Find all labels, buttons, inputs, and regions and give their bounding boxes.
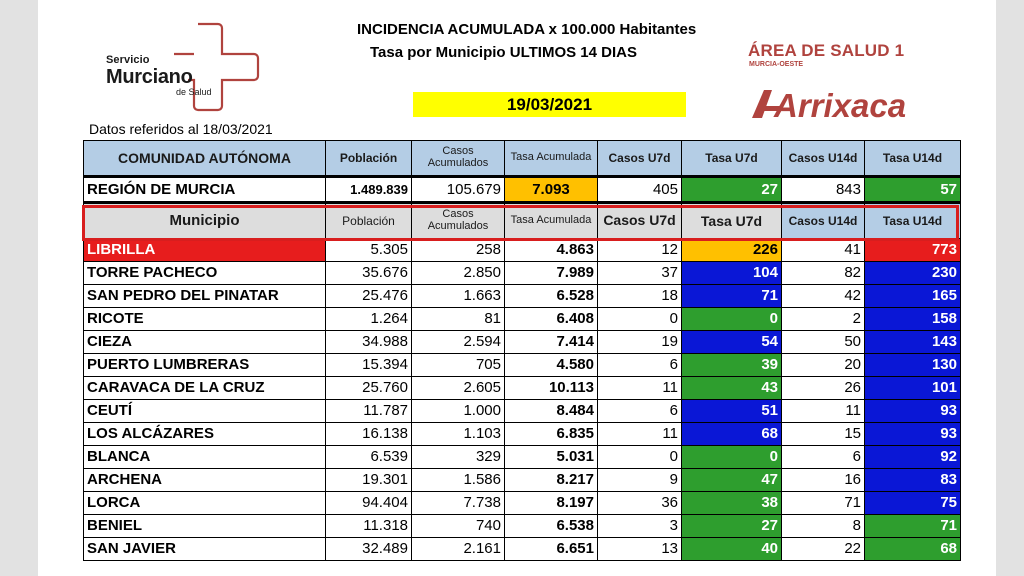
municipio-casos14: 11 (782, 400, 865, 423)
left-margin (0, 0, 38, 576)
header-comunidad: COMUNIDAD AUTÓNOMA (84, 141, 326, 177)
municipio-tasa14: 773 (865, 239, 961, 262)
municipio-tasa7: 43 (682, 377, 782, 400)
municipio-tasa: 6.835 (505, 423, 598, 446)
municipio-casos: 1.663 (412, 285, 505, 308)
municipio-tasa14: 130 (865, 354, 961, 377)
header-casos-acumulados: Casos Acumulados (412, 141, 505, 177)
subheader-casos-u14d: Casos U14d (782, 203, 865, 239)
header-casos-u7d: Casos U7d (598, 141, 682, 177)
municipio-tasa7: 47 (682, 469, 782, 492)
municipio-casos: 1.586 (412, 469, 505, 492)
table-row (84, 469, 961, 492)
municipio-casos14: 20 (782, 354, 865, 377)
municipio-casos: 2.594 (412, 331, 505, 354)
municipio-casos: 1.000 (412, 400, 505, 423)
header-casos-u14d: Casos U14d (782, 141, 865, 177)
sms-logo (103, 22, 268, 112)
subheader-municipio: Municipio (84, 203, 326, 239)
municipio-casos14: 41 (782, 239, 865, 262)
municipio-casos14: 6 (782, 446, 865, 469)
municipio-name: SAN JAVIER (84, 538, 326, 561)
municipio-name: LIBRILLA (84, 239, 326, 262)
subheader-casos-u7d: Casos U7d (598, 203, 682, 239)
subheader-tasa-u14d: Tasa U14d (865, 203, 961, 239)
municipio-casos: 2.605 (412, 377, 505, 400)
municipio-casos14: 16 (782, 469, 865, 492)
municipio-tasa: 5.031 (505, 446, 598, 469)
municipio-casos14: 26 (782, 377, 865, 400)
incidence-table (83, 140, 961, 561)
municipio-tasa14: 143 (865, 331, 961, 354)
subheader-tasa-u7d: Tasa U7d (682, 203, 782, 239)
hospital-name: Arrixaca (774, 87, 907, 124)
municipio-name: CEUTÍ (84, 400, 326, 423)
municipio-tasa: 6.538 (505, 515, 598, 538)
logo-line3: de Salud (176, 87, 212, 97)
municipio-name: BLANCA (84, 446, 326, 469)
region-casos14: 843 (782, 177, 865, 203)
municipio-tasa14: 93 (865, 400, 961, 423)
right-margin (996, 0, 1024, 576)
municipio-casos7: 13 (598, 538, 682, 561)
municipio-tasa: 7.414 (505, 331, 598, 354)
municipio-casos7: 19 (598, 331, 682, 354)
municipio-tasa7: 38 (682, 492, 782, 515)
data-reference-note: Datos referidos al 18/03/2021 (89, 121, 273, 137)
municipio-name: LOS ALCÁZARES (84, 423, 326, 446)
municipio-name: RICOTE (84, 308, 326, 331)
municipio-poblacion: 35.676 (326, 262, 412, 285)
municipio-casos14: 22 (782, 538, 865, 561)
region-poblacion: 1.489.839 (326, 177, 412, 203)
municipio-tasa: 8.484 (505, 400, 598, 423)
municipio-poblacion: 11.318 (326, 515, 412, 538)
table-row (84, 285, 961, 308)
municipio-name: ARCHENA (84, 469, 326, 492)
municipio-casos7: 36 (598, 492, 682, 515)
municipio-poblacion: 94.404 (326, 492, 412, 515)
logo-line1: Servicio (106, 54, 150, 66)
header-tasa-acumulada: Tasa Acumulada (505, 141, 598, 177)
municipio-poblacion: 15.394 (326, 354, 412, 377)
subheader-poblacion: Población (326, 203, 412, 239)
municipio-tasa14: 71 (865, 515, 961, 538)
municipio-tasa7: 40 (682, 538, 782, 561)
region-casos: 105.679 (412, 177, 505, 203)
region-tasa: 7.093 (505, 177, 598, 203)
municipio-poblacion: 11.787 (326, 400, 412, 423)
table-row (84, 262, 961, 285)
municipio-casos14: 71 (782, 492, 865, 515)
municipio-casos7: 11 (598, 377, 682, 400)
municipio-casos7: 37 (598, 262, 682, 285)
municipio-casos7: 0 (598, 308, 682, 331)
subheader-tasa-acumulada: Tasa Acumulada (505, 203, 598, 239)
municipio-tasa7: 104 (682, 262, 782, 285)
municipio-tasa7: 0 (682, 308, 782, 331)
table-row (84, 331, 961, 354)
municipio-casos7: 18 (598, 285, 682, 308)
municipio-tasa: 4.863 (505, 239, 598, 262)
municipio-casos14: 82 (782, 262, 865, 285)
table-row (84, 492, 961, 515)
header-tasa-u14d: Tasa U14d (865, 141, 961, 177)
region-row (84, 177, 961, 203)
municipio-tasa: 8.217 (505, 469, 598, 492)
municipio-tasa7: 0 (682, 446, 782, 469)
municipio-tasa14: 83 (865, 469, 961, 492)
municipio-tasa14: 75 (865, 492, 961, 515)
municipio-poblacion: 32.489 (326, 538, 412, 561)
report-subtitle: Tasa por Municipio ULTIMOS 14 DIAS (370, 44, 637, 61)
table-row (84, 538, 961, 561)
municipio-name: PUERTO LUMBRERAS (84, 354, 326, 377)
municipio-poblacion: 25.476 (326, 285, 412, 308)
municipio-tasa14: 165 (865, 285, 961, 308)
municipio-tasa14: 93 (865, 423, 961, 446)
municipio-name: SAN PEDRO DEL PINATAR (84, 285, 326, 308)
municipio-casos14: 8 (782, 515, 865, 538)
region-name: REGIÓN DE MURCIA (84, 177, 326, 203)
municipio-name: BENIEL (84, 515, 326, 538)
region-casos7: 405 (598, 177, 682, 203)
municipio-name: CIEZA (84, 331, 326, 354)
municipio-header-row (84, 203, 961, 239)
municipio-tasa: 7.989 (505, 262, 598, 285)
table-row (84, 354, 961, 377)
region-tasa7: 27 (682, 177, 782, 203)
municipio-tasa: 8.197 (505, 492, 598, 515)
municipio-poblacion: 34.988 (326, 331, 412, 354)
municipio-casos: 1.103 (412, 423, 505, 446)
municipio-name: LORCA (84, 492, 326, 515)
municipio-casos: 2.850 (412, 262, 505, 285)
municipio-casos7: 12 (598, 239, 682, 262)
municipio-tasa: 4.580 (505, 354, 598, 377)
report-date: 19/03/2021 (413, 92, 686, 117)
municipio-tasa: 6.651 (505, 538, 598, 561)
logo-line2: Murciano (106, 66, 193, 88)
table-header-row (84, 141, 961, 177)
municipio-poblacion: 1.264 (326, 308, 412, 331)
municipio-tasa7: 27 (682, 515, 782, 538)
municipio-tasa14: 92 (865, 446, 961, 469)
region-tasa14: 57 (865, 177, 961, 203)
municipio-casos7: 0 (598, 446, 682, 469)
municipio-casos: 740 (412, 515, 505, 538)
table-row (84, 423, 961, 446)
municipio-tasa7: 71 (682, 285, 782, 308)
municipio-tasa14: 230 (865, 262, 961, 285)
municipio-casos: 258 (412, 239, 505, 262)
municipio-tasa14: 68 (865, 538, 961, 561)
municipio-casos14: 50 (782, 331, 865, 354)
municipio-casos7: 3 (598, 515, 682, 538)
municipio-name: CARAVACA DE LA CRUZ (84, 377, 326, 400)
municipio-casos: 2.161 (412, 538, 505, 561)
municipio-poblacion: 16.138 (326, 423, 412, 446)
table-row (84, 377, 961, 400)
subheader-casos-acumulados: Casos Acumulados (412, 203, 505, 239)
table-row (84, 308, 961, 331)
municipio-casos7: 11 (598, 423, 682, 446)
municipio-casos: 329 (412, 446, 505, 469)
municipio-tasa14: 158 (865, 308, 961, 331)
municipio-name: TORRE PACHECO (84, 262, 326, 285)
municipio-tasa7: 39 (682, 354, 782, 377)
municipio-poblacion: 25.760 (326, 377, 412, 400)
municipio-tasa14: 101 (865, 377, 961, 400)
area-title: ÁREA DE SALUD 1 (748, 41, 905, 60)
municipio-poblacion: 6.539 (326, 446, 412, 469)
municipio-tasa7: 226 (682, 239, 782, 262)
municipio-casos: 81 (412, 308, 505, 331)
table-row (84, 239, 961, 262)
municipio-tasa7: 51 (682, 400, 782, 423)
municipio-casos: 705 (412, 354, 505, 377)
municipio-tasa7: 54 (682, 331, 782, 354)
municipio-tasa7: 68 (682, 423, 782, 446)
municipio-casos: 7.738 (412, 492, 505, 515)
header-tasa-u7d: Tasa U7d (682, 141, 782, 177)
municipio-poblacion: 5.305 (326, 239, 412, 262)
municipio-casos14: 2 (782, 308, 865, 331)
table-row (84, 446, 961, 469)
municipio-tasa: 10.113 (505, 377, 598, 400)
municipio-casos14: 42 (782, 285, 865, 308)
municipio-casos7: 6 (598, 354, 682, 377)
report-title: INCIDENCIA ACUMULADA x 100.000 Habitantes (357, 21, 697, 38)
table-row (84, 515, 961, 538)
municipio-casos7: 6 (598, 400, 682, 423)
municipio-casos14: 15 (782, 423, 865, 446)
municipio-casos7: 9 (598, 469, 682, 492)
municipio-poblacion: 19.301 (326, 469, 412, 492)
area-subtitle: MURCIA-OESTE (749, 61, 804, 68)
municipio-tasa: 6.408 (505, 308, 598, 331)
header-poblacion: Población (326, 141, 412, 177)
table-row (84, 400, 961, 423)
municipio-tasa: 6.528 (505, 285, 598, 308)
arrixaca-logo-icon (748, 84, 960, 124)
